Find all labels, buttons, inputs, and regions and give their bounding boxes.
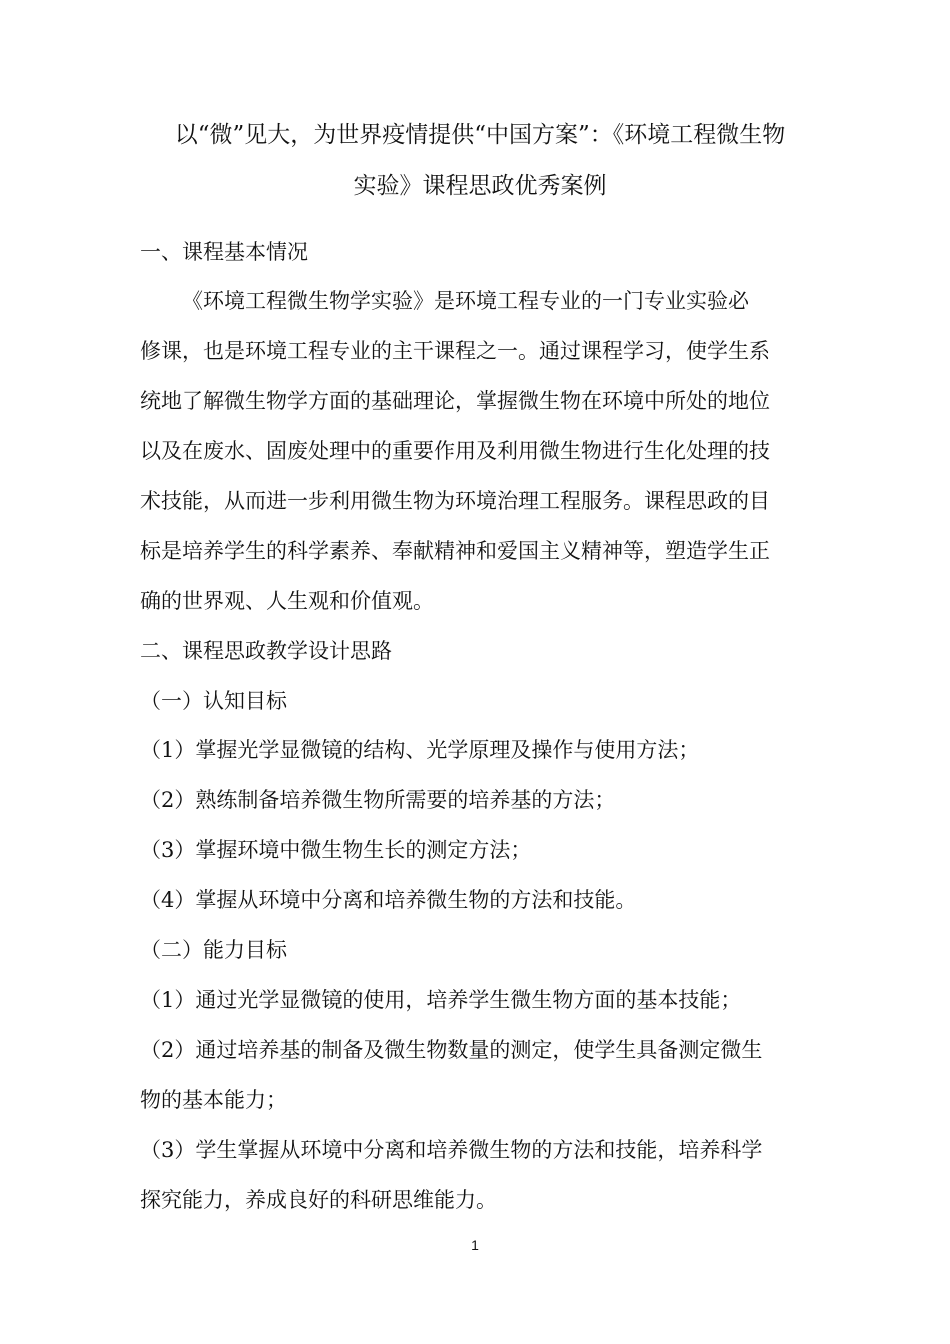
list-item: （2）熟练制备培养微生物所需要的培养基的方法； xyxy=(140,788,616,812)
section-heading-design: 二、课程思政教学设计思路 xyxy=(140,639,392,663)
paragraph-line: 统地了解微生物学方面的基础理论，掌握微生物在环境中所处的地位 xyxy=(140,389,770,413)
subsection-heading-ability: （二）能力目标 xyxy=(140,938,287,962)
paragraph-line: 《环境工程微生物学实验》是环境工程专业的一门专业实验必 xyxy=(182,289,749,313)
paragraph-line: 确的世界观、人生观和价值观。 xyxy=(140,589,434,613)
page-title-line-2: 实验》课程思政优秀案例 xyxy=(353,173,607,199)
list-item: （1）通过光学显微镜的使用，培养学生微生物方面的基本技能； xyxy=(140,988,742,1012)
list-item: （1）掌握光学显微镜的结构、光学原理及操作与使用方法； xyxy=(140,738,700,762)
list-item: （4）掌握从环境中分离和培养微生物的方法和技能。 xyxy=(140,888,637,912)
section-heading-basic-info: 一、课程基本情况 xyxy=(140,240,308,264)
page-title-line-1: 以“微”见大，为世界疫情提供“中国方案”：《环境工程微生物 xyxy=(174,122,786,148)
list-item: 探究能力，养成良好的科研思维能力。 xyxy=(140,1188,497,1212)
list-item: （3）学生掌握从环境中分离和培养微生物的方法和技能，培养科学 xyxy=(140,1138,763,1162)
paragraph-line: 术技能，从而进一步利用微生物为环境治理工程服务。课程思政的目 xyxy=(140,489,770,513)
paragraph-line: 修课，也是环境工程专业的主干课程之一。通过课程学习，使学生系 xyxy=(140,339,770,363)
list-item: （3）掌握环境中微生物生长的测定方法； xyxy=(140,838,532,862)
paragraph-line: 以及在废水、固废处理中的重要作用及利用微生物进行生化处理的技 xyxy=(140,439,770,463)
list-item: 物的基本能力； xyxy=(140,1088,287,1112)
subsection-heading-cognitive: （一）认知目标 xyxy=(140,689,287,713)
paragraph-line: 标是培养学生的科学素养、奉献精神和爱国主义精神等，塑造学生正 xyxy=(140,539,770,563)
page-number: 1 xyxy=(471,1237,479,1253)
list-item: （2）通过培养基的制备及微生物数量的测定，使学生具备测定微生 xyxy=(140,1038,763,1062)
